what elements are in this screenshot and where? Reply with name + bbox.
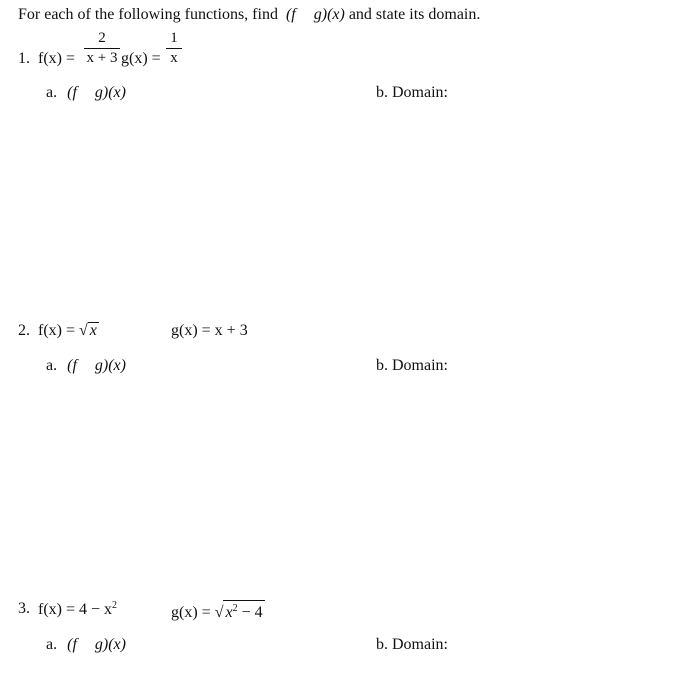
- instruction-line: [18, 6, 480, 24]
- problem-3-radicand-exponent: 2: [232, 603, 238, 614]
- radical-sign-icon: √: [214, 604, 224, 621]
- problem-1-part-a: [46, 84, 126, 102]
- problem-2-radicand: x: [89, 322, 97, 339]
- composition-tail: g)(x): [313, 6, 345, 23]
- problem-2-g-def: g(x) = x + 3: [171, 322, 248, 339]
- composition-lead: (f: [285, 6, 296, 23]
- part-a-label: a.: [46, 357, 58, 374]
- problem-2-f-lhs: f(x) =: [38, 322, 76, 339]
- problem-1-f-fraction: [84, 30, 120, 67]
- part-a-tail: g)(x): [94, 357, 126, 374]
- problem-3-radicand-base: x: [225, 604, 233, 621]
- problem-3-radicand: [223, 600, 264, 621]
- problem-3-number: 3.: [18, 600, 30, 617]
- problem-1-g-lhs: g(x) =: [121, 50, 161, 67]
- problem-1-g-fraction: [166, 30, 182, 67]
- problem-3-g-lhs: g(x) =: [171, 604, 211, 621]
- problem-1-part-b: b. Domain:: [376, 84, 448, 101]
- part-a-label: a.: [46, 636, 58, 653]
- problem-3-part-b: b. Domain:: [376, 636, 448, 653]
- problem-1-number: 1.: [18, 50, 30, 67]
- radical-sign-icon: √: [79, 322, 88, 339]
- problem-1-g-denominator: x: [170, 50, 178, 66]
- problem-2-part-a: [46, 357, 126, 375]
- problem-2-part-b: b. Domain:: [376, 357, 448, 374]
- problem-3-g-def: [171, 600, 265, 622]
- part-a-label: a.: [46, 84, 58, 101]
- part-a-tail: g)(x): [94, 84, 126, 101]
- problem-2-sqrt: [79, 322, 99, 340]
- problem-3-radicand-tail: − 4: [237, 604, 263, 621]
- problem-3-f-def: [38, 600, 117, 619]
- part-a-lead: (f: [67, 84, 77, 101]
- problem-2-number: 2.: [18, 322, 30, 339]
- part-a-lead: (f: [67, 357, 77, 374]
- problem-3-f-exponent: 2: [112, 600, 118, 611]
- instruction-suffix: and state its domain.: [348, 6, 481, 23]
- problem-1-f-lhs: f(x) =: [38, 50, 76, 67]
- instruction-prefix: For each of the following functions, find: [18, 6, 278, 23]
- problem-3-part-a: [46, 636, 126, 654]
- problem-2-f-def: [38, 322, 99, 340]
- part-a-tail: g)(x): [94, 636, 126, 653]
- problem-3-sqrt: [215, 600, 265, 622]
- problem-1-g-numerator: 1: [166, 30, 182, 49]
- problem-3-f-base: f(x) = 4 − x: [38, 601, 113, 618]
- problem-1-f-denominator: x + 3: [86, 50, 118, 66]
- problem-1-f-numerator: 2: [84, 30, 120, 49]
- part-a-lead: (f: [67, 636, 77, 653]
